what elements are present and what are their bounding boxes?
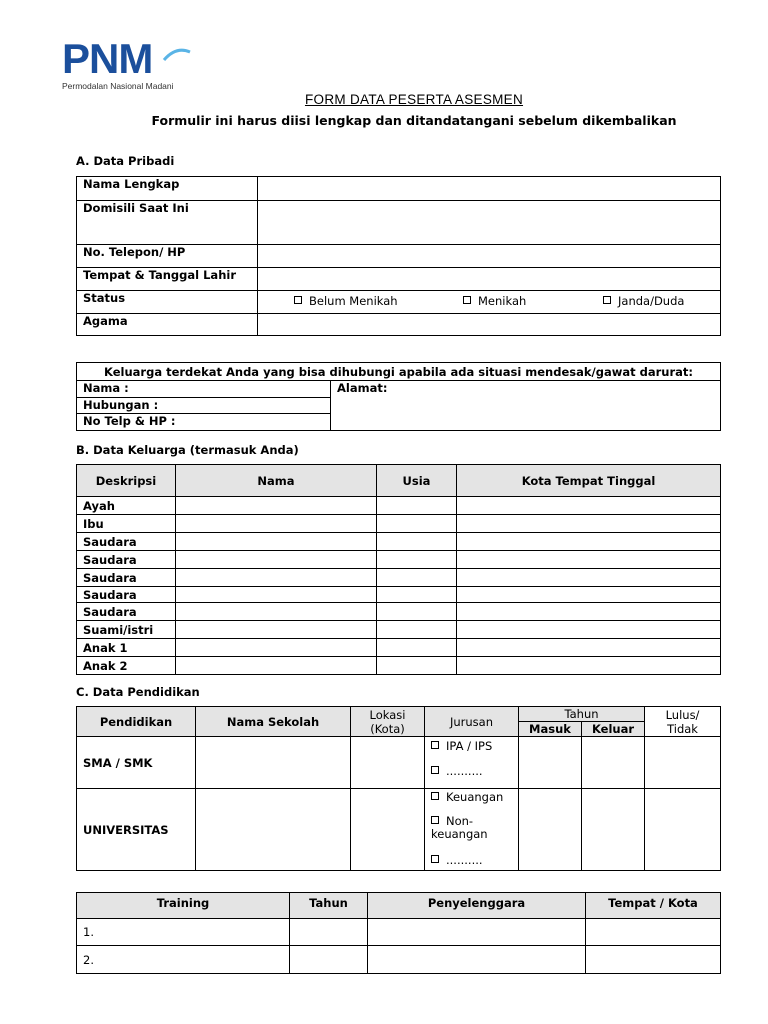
label-telepon: No. Telepon/ HP	[77, 245, 258, 268]
checkbox-icon	[431, 766, 439, 774]
input-lulus-univ[interactable]	[645, 789, 721, 871]
option-other-univ[interactable]: ..........	[431, 853, 483, 867]
col-training: Training	[77, 893, 290, 919]
pnm-logo	[62, 35, 202, 96]
edu-label-sma: SMA / SMK	[77, 737, 196, 789]
col-lokasi: Lokasi (Kota)	[351, 707, 425, 737]
checkbox-icon	[431, 855, 439, 863]
family-data-table	[76, 464, 721, 675]
table-row: Ibu	[77, 515, 721, 533]
table-row: Ayah	[77, 497, 721, 515]
col-jurusan: Jurusan	[425, 707, 519, 737]
option-non-keuangan[interactable]: Non-keuangan	[431, 814, 488, 841]
emergency-relation-field[interactable]: Hubungan :	[77, 398, 331, 414]
emergency-address-field[interactable]: Alamat:	[331, 381, 721, 431]
emergency-name-field[interactable]: Nama :	[77, 381, 331, 398]
table-row: Anak 1	[77, 639, 721, 657]
col-lulus: Lulus/ Tidak	[645, 707, 721, 737]
input-lulus-sma[interactable]	[645, 737, 721, 789]
checkbox-icon	[603, 296, 611, 304]
emergency-contact-table	[76, 362, 721, 431]
input-telepon[interactable]	[258, 245, 721, 268]
input-sekolah-sma[interactable]	[196, 737, 351, 789]
table-row: Saudara	[77, 533, 721, 551]
logo-accent-icon	[162, 48, 192, 62]
table-row: Saudara	[77, 603, 721, 621]
table-row: Anak 2	[77, 657, 721, 675]
input-ttl[interactable]	[258, 268, 721, 291]
jurusan-options-univ	[425, 789, 519, 871]
input-keluar-sma[interactable]	[582, 737, 645, 789]
table-row: 1.	[77, 919, 721, 946]
section-a-heading: A. Data Pribadi	[76, 154, 175, 168]
training-table	[76, 892, 721, 974]
col-training-tahun: Tahun	[290, 893, 368, 919]
section-b-heading: B. Data Keluarga (termasuk Anda)	[76, 443, 299, 457]
checkbox-icon	[431, 792, 439, 800]
table-row: Saudara	[77, 587, 721, 603]
table-row: Saudara	[77, 551, 721, 569]
option-other-sma[interactable]: ..........	[431, 764, 483, 778]
status-option-janda-duda[interactable]: Janda/Duda	[603, 294, 684, 308]
col-kota: Kota Tempat Tinggal	[457, 465, 721, 497]
input-keluar-univ[interactable]	[582, 789, 645, 871]
input-masuk-sma[interactable]	[519, 737, 582, 789]
col-deskripsi: Deskripsi	[77, 465, 176, 497]
input-sekolah-univ[interactable]	[196, 789, 351, 871]
label-nama-lengkap: Nama Lengkap	[77, 177, 258, 201]
label-ttl: Tempat & Tanggal Lahir	[77, 268, 258, 291]
checkbox-icon	[431, 741, 439, 749]
col-tempat-kota: Tempat / Kota	[586, 893, 721, 919]
logo-mark: PNM	[62, 35, 153, 82]
emergency-heading: Keluarga terdekat Anda yang bisa dihubungi apabila ada situasi mendesak/gawat darurat:	[77, 363, 721, 381]
checkbox-icon	[431, 816, 439, 824]
option-keuangan[interactable]: Keuangan	[431, 790, 503, 804]
option-ipa-ips[interactable]: IPA / IPS	[431, 739, 492, 753]
col-keluar: Keluar	[582, 722, 645, 737]
input-lokasi-sma[interactable]	[351, 737, 425, 789]
col-masuk: Masuk	[519, 722, 582, 737]
status-option-menikah[interactable]: Menikah	[463, 294, 526, 308]
emergency-phone-field[interactable]: No Telp & HP :	[77, 414, 331, 431]
personal-data-table	[76, 176, 721, 336]
label-domisili: Domisili Saat Ini	[77, 201, 258, 245]
form-title: FORM DATA PESERTA ASESMEN	[304, 92, 524, 107]
education-table	[76, 706, 721, 871]
input-agama[interactable]	[258, 314, 721, 336]
col-nama-sekolah: Nama Sekolah	[196, 707, 351, 737]
status-option-belum-menikah[interactable]: Belum Menikah	[294, 294, 398, 308]
label-status: Status	[77, 291, 258, 314]
jurusan-options-sma	[425, 737, 519, 789]
col-nama: Nama	[176, 465, 377, 497]
label-agama: Agama	[77, 314, 258, 336]
input-lokasi-univ[interactable]	[351, 789, 425, 871]
input-masuk-univ[interactable]	[519, 789, 582, 871]
section-c-heading: C. Data Pendidikan	[76, 685, 200, 699]
col-tahun: Tahun	[519, 707, 645, 722]
form-subtitle: Formulir ini harus diisi lengkap dan ditandatangani sebelum dikembalikan	[151, 113, 677, 128]
table-row: Saudara	[77, 569, 721, 587]
input-nama-lengkap[interactable]	[258, 177, 721, 201]
status-options	[258, 291, 721, 314]
checkbox-icon	[463, 296, 471, 304]
col-penyelenggara: Penyelenggara	[368, 893, 586, 919]
checkbox-icon	[294, 296, 302, 304]
table-row: 2.	[77, 946, 721, 974]
col-usia: Usia	[377, 465, 457, 497]
table-row: Suami/istri	[77, 621, 721, 639]
col-pendidikan: Pendidikan	[77, 707, 196, 737]
input-domisili[interactable]	[258, 201, 721, 245]
logo-tagline: Permodalan Nasional Madani	[62, 81, 174, 91]
edu-label-univ: UNIVERSITAS	[77, 789, 196, 871]
